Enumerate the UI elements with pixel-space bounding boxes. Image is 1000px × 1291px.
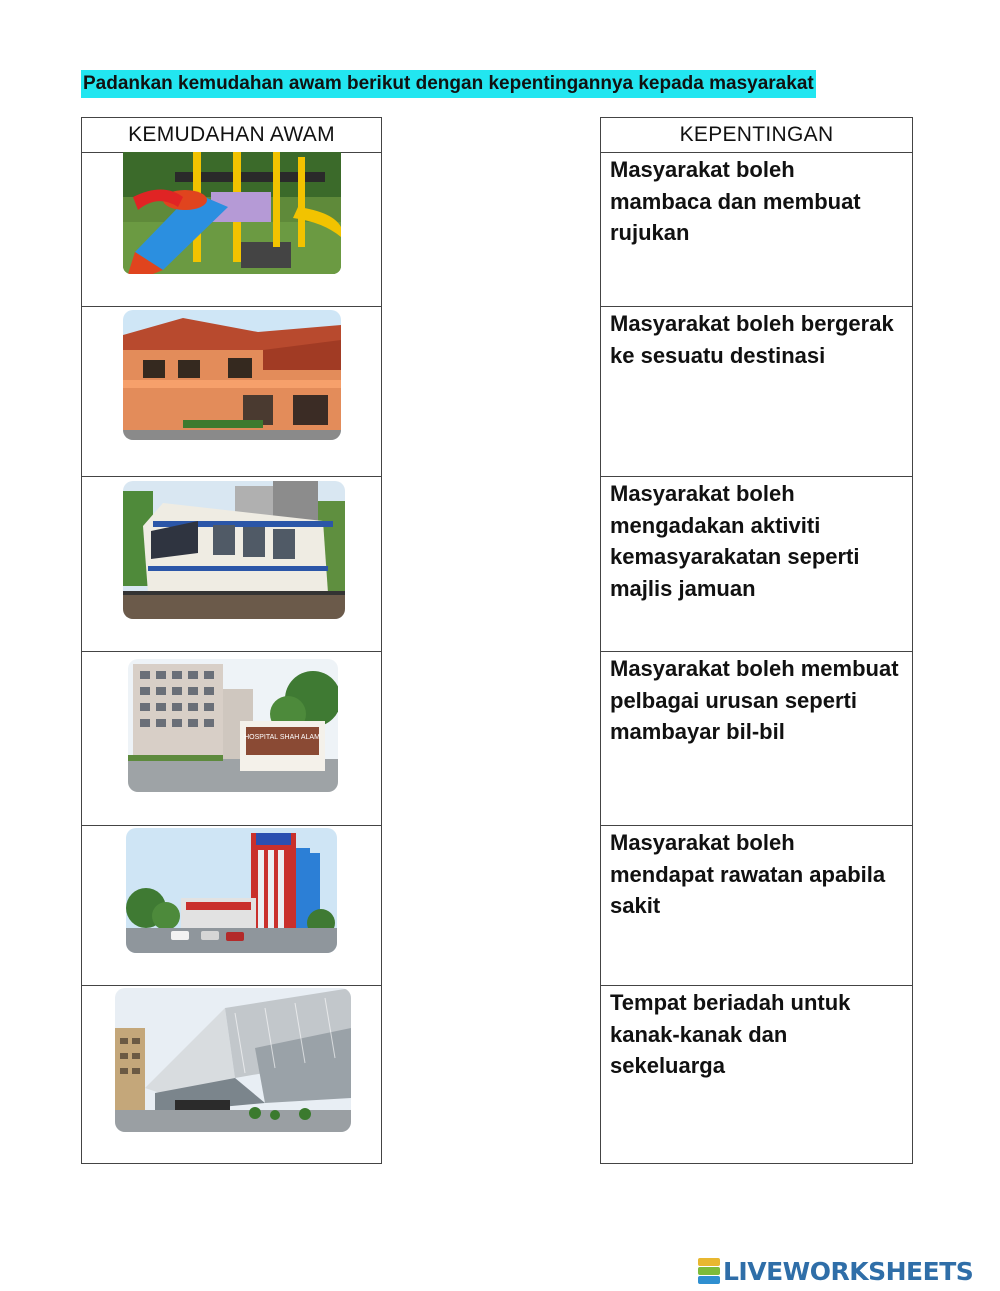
hospital-photo[interactable] [128,659,338,792]
community-hall-photo[interactable] [123,310,341,440]
instruction-text: Padankan kemudahan awam berikut dengan kepentingannya kepada masyarakat [81,70,816,98]
importance-header: KEPENTINGAN [601,118,912,153]
playground-photo[interactable] [123,152,341,274]
office-building-photo[interactable] [126,828,337,953]
facility-row[interactable] [82,985,381,1163]
facility-row[interactable] [82,306,381,477]
facility-row[interactable] [82,651,381,826]
importance-row[interactable] [601,152,912,307]
importance-table [600,117,913,1164]
importance-row[interactable] [601,476,912,652]
logo-bar-blue [698,1276,720,1284]
logo-mark-icon [698,1258,720,1284]
facility-row[interactable] [82,152,381,307]
importance-row[interactable] [601,985,912,1163]
logo-bar-green [698,1267,720,1275]
importance-text: Masyarakat boleh bergerak ke sesuatu destinasi [610,311,894,368]
importance-text: Masyarakat boleh mendapat rawatan apabila sakit [610,830,886,918]
facilities-header: KEMUDAHAN AWAM [82,118,381,153]
facility-row[interactable] [82,825,381,986]
importance-row[interactable] [601,306,912,477]
facilities-table [81,117,382,1164]
logo-text: LIVEWORKSHEETS [723,1256,974,1286]
importance-text: Masyarakat boleh membuat pelbagai urusan seperti mambayar bil-bil [610,656,899,744]
lrt-train-photo[interactable] [123,481,345,619]
liveworksheets-logo[interactable] [698,1254,973,1288]
library-photo[interactable] [115,988,351,1132]
importance-row[interactable] [601,651,912,826]
hospital-sign-text: HOSPITAL SHAH ALAM [244,734,320,741]
logo-bar-yellow [698,1258,720,1266]
importance-text: Masyarakat boleh mambaca dan membuat rujukan [610,157,861,245]
importance-row[interactable] [601,825,912,986]
importance-text: Masyarakat boleh mengadakan aktiviti kemasyarakatan seperti majlis jamuan [610,481,860,601]
facility-row[interactable] [82,476,381,652]
importance-text: Tempat beriadah untuk kanak-kanak dan sekeluarga [610,990,851,1078]
